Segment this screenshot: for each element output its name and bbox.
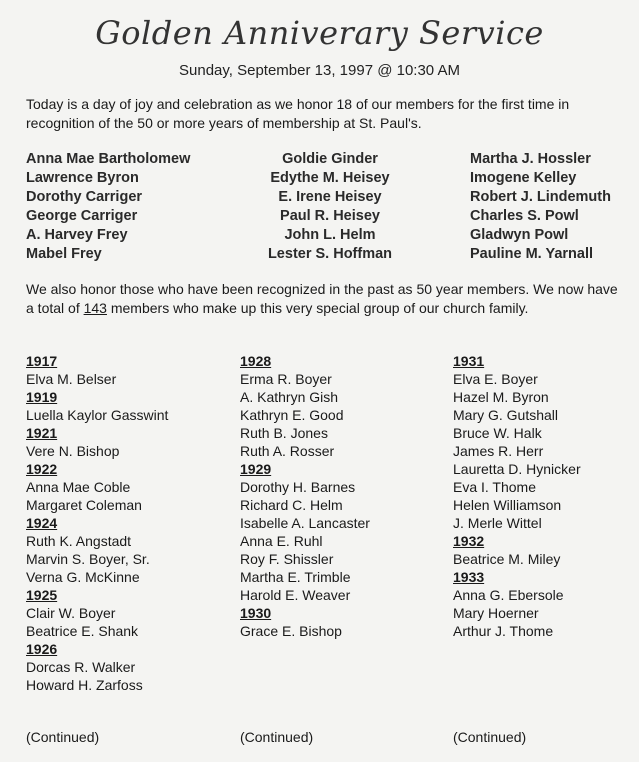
year-heading: 1930 bbox=[240, 605, 272, 621]
member-name: Anna G. Ebersole bbox=[453, 587, 564, 603]
year-heading: 1933 bbox=[453, 569, 485, 585]
member-name: Lauretta D. Hynicker bbox=[453, 461, 581, 477]
member-name: Mary Hoerner bbox=[453, 605, 539, 621]
member-name: Dorothy H. Barnes bbox=[240, 479, 356, 495]
service-date: Sunday, September 13, 1997 @ 10:30 AM bbox=[179, 62, 460, 79]
year-heading: 1924 bbox=[26, 515, 58, 531]
member-name: Harold E. Weaver bbox=[240, 587, 351, 603]
year-heading: 1929 bbox=[240, 461, 272, 477]
member-name: Martha E. Trimble bbox=[240, 569, 351, 585]
member-name: Anna Mae Coble bbox=[26, 479, 131, 495]
year-heading: 1919 bbox=[26, 389, 58, 405]
member-name: Beatrice M. Miley bbox=[453, 551, 561, 567]
year-heading: 1926 bbox=[26, 641, 58, 657]
member-name: Isabelle A. Lancaster bbox=[240, 515, 370, 531]
honoree-name: Goldie Ginder bbox=[282, 151, 378, 167]
member-name: Roy F. Shissler bbox=[240, 551, 334, 567]
member-name: Erma R. Boyer bbox=[240, 371, 332, 387]
member-name: Ruth A. Rosser bbox=[240, 443, 335, 459]
member-name: Howard H. Zarfoss bbox=[26, 677, 143, 693]
year-column bbox=[453, 352, 581, 640]
year-heading: 1917 bbox=[26, 353, 58, 369]
year-heading: 1921 bbox=[26, 425, 58, 441]
honoree-name: Lester S. Hoffman bbox=[267, 246, 393, 262]
honoree-name: Robert J. Lindemuth bbox=[470, 189, 611, 205]
member-name: Hazel M. Byron bbox=[453, 389, 549, 405]
member-name: Ruth K. Angstadt bbox=[26, 533, 132, 549]
total-members-paragraph bbox=[26, 280, 626, 318]
member-name: Bruce W. Halk bbox=[453, 425, 542, 441]
honoree-column bbox=[26, 150, 190, 264]
honoree-name: Anna Mae Bartholomew bbox=[26, 151, 191, 167]
year-column bbox=[26, 352, 168, 694]
year-heading: 1922 bbox=[26, 461, 58, 477]
year-heading: 1932 bbox=[453, 533, 485, 549]
member-name: Beatrice E. Shank bbox=[26, 623, 139, 639]
honoree-name: Martha J. Hossler bbox=[470, 151, 591, 167]
member-name: Grace E. Bishop bbox=[240, 623, 342, 639]
year-heading: 1931 bbox=[453, 353, 485, 369]
honoree-name: Lawrence Byron bbox=[26, 170, 139, 186]
honoree-name: Paul R. Heisey bbox=[280, 208, 380, 224]
honoree-name: Mabel Frey bbox=[26, 246, 102, 262]
member-name: Elva M. Belser bbox=[26, 371, 117, 387]
member-name: Dorcas R. Walker bbox=[26, 659, 136, 675]
member-name: Kathryn E. Good bbox=[240, 407, 344, 423]
member-name: Luella Kaylor Gasswint bbox=[26, 407, 169, 423]
member-name: Anna E. Ruhl bbox=[240, 533, 323, 549]
member-name: Verna G. McKinne bbox=[26, 569, 140, 585]
honoree-column bbox=[240, 150, 420, 264]
honoree-name: A. Harvey Frey bbox=[26, 227, 128, 243]
member-name: James R. Herr bbox=[453, 443, 544, 459]
year-heading: 1925 bbox=[26, 587, 58, 603]
member-name: Vere N. Bishop bbox=[26, 443, 120, 459]
member-name: Richard C. Helm bbox=[240, 497, 343, 513]
member-name: Margaret Coleman bbox=[26, 497, 142, 513]
continued-label: (Continued) bbox=[240, 729, 314, 745]
para-text-after: members who make up this very special group of our church family. bbox=[106, 300, 529, 316]
honoree-name: Gladwyn Powl bbox=[470, 227, 569, 243]
member-name: Elva E. Boyer bbox=[453, 371, 538, 387]
member-name: Clair W. Boyer bbox=[26, 605, 116, 621]
member-name: Helen Williamson bbox=[453, 497, 562, 513]
member-name: Ruth B. Jones bbox=[240, 425, 328, 441]
continued-label: (Continued) bbox=[26, 729, 100, 745]
honoree-name: E. Irene Heisey bbox=[278, 189, 382, 205]
honoree-name: Charles S. Powl bbox=[470, 208, 579, 224]
page-title: Golden Anniverary Service bbox=[95, 14, 544, 52]
member-name: A. Kathryn Gish bbox=[240, 389, 339, 405]
intro-paragraph: Today is a day of joy and celebration as we honor 18 of our members for the first time in recognition of the 50 or more years of membership at St. Paul's. bbox=[26, 96, 570, 131]
member-name: J. Merle Wittel bbox=[453, 515, 542, 531]
continued-label: (Continued) bbox=[453, 729, 527, 745]
member-name: Marvin S. Boyer, Sr. bbox=[26, 551, 150, 567]
new-honorees bbox=[0, 150, 639, 265]
honoree-name: Imogene Kelley bbox=[470, 170, 577, 186]
year-heading: 1928 bbox=[240, 353, 272, 369]
member-count: 143 bbox=[83, 300, 107, 316]
member-name: Eva I. Thome bbox=[453, 479, 537, 495]
honoree-name: George Carriger bbox=[26, 208, 138, 224]
honoree-name: John L. Helm bbox=[284, 227, 376, 243]
honoree-name: Pauline M. Yarnall bbox=[470, 246, 594, 262]
honoree-name: Dorothy Carriger bbox=[26, 189, 143, 205]
year-column bbox=[240, 352, 370, 640]
honoree-column bbox=[470, 150, 611, 264]
para-text-before: We also honor those who have been recognized in the past as 50 year members. We now have a total of bbox=[26, 281, 618, 316]
member-name: Arthur J. Thome bbox=[453, 623, 554, 639]
member-name: Mary G. Gutshall bbox=[453, 407, 559, 423]
honoree-name: Edythe M. Heisey bbox=[270, 170, 390, 186]
